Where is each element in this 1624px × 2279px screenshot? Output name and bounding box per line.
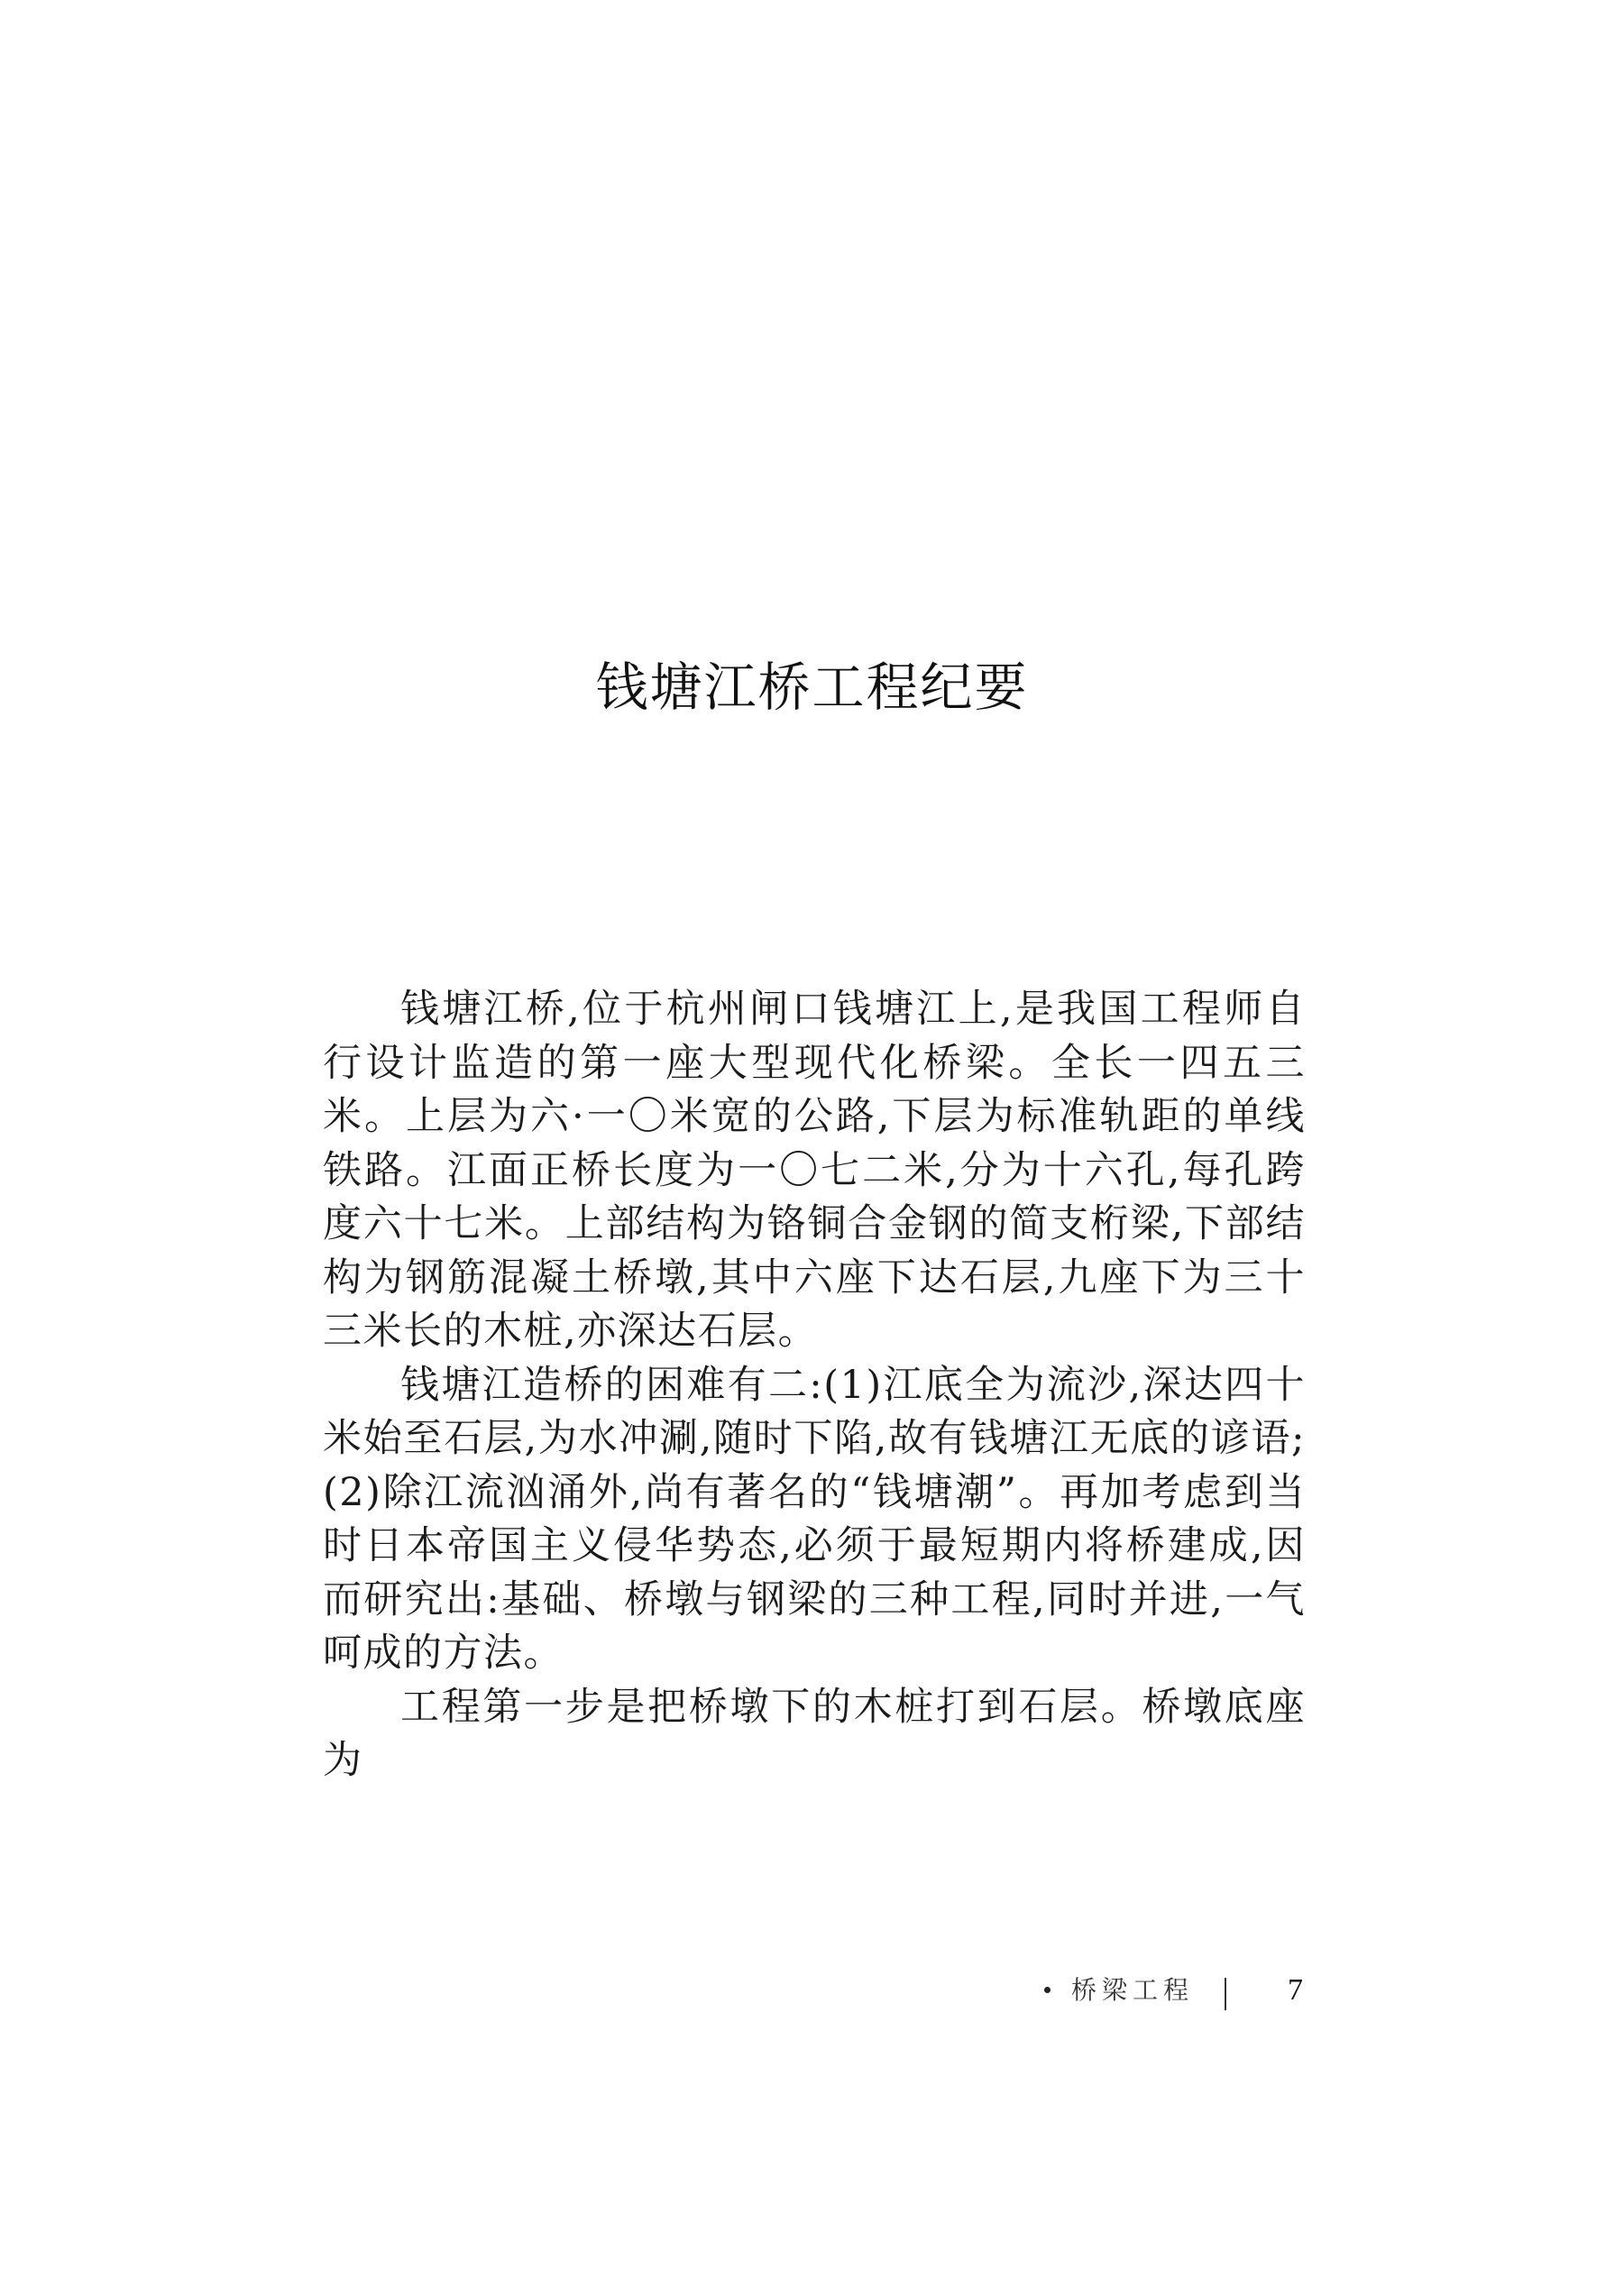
- page-number: 7: [1288, 1973, 1303, 2007]
- paragraph: 钱塘江造桥的困难有二:(1)江底全为流沙,深达四十米始至石层,为水冲涮,随时下陷,故有钱塘江无底的谚语;(2)除江流汹涌外,尚有著名的“钱塘潮”。再加考虑到当时日本帝国主义侵华势态,必须于最短期内将桥建成,因而研究出:基础、桥墩与钢梁的三种工程,同时并进,一气呵成的方法。: [323, 1362, 1306, 1676]
- running-section-title: 桥梁工程: [1071, 1975, 1195, 2005]
- paragraph: 工程第一步是把桥墩下的木桩打到石层。桥墩底座为: [323, 1684, 1306, 1783]
- footer-divider: [1225, 1978, 1226, 2010]
- paragraph: 钱塘江桥,位于杭州闸口钱塘江上,是我国工程师自行设计监造的第一座大型现代化桥梁。全长一四五三米。上层为六·一〇米宽的公路,下层为标准轨距的单线铁路。江面正桥长度为一〇七二米,分为十六孔,每孔跨度六十七米。上部结构为铬铜合金钢的简支桁梁,下部结构为钢筋混凝土桥墩,其中六座下达石层,九座下为三十三米长的木桩,亦深达石层。: [323, 987, 1306, 1354]
- bullet-dot-icon: [1044, 1987, 1051, 1993]
- page-title: 钱塘江桥工程纪要: [595, 657, 1029, 718]
- article-body: [323, 983, 1306, 1788]
- page-footer: [1039, 1969, 1327, 2014]
